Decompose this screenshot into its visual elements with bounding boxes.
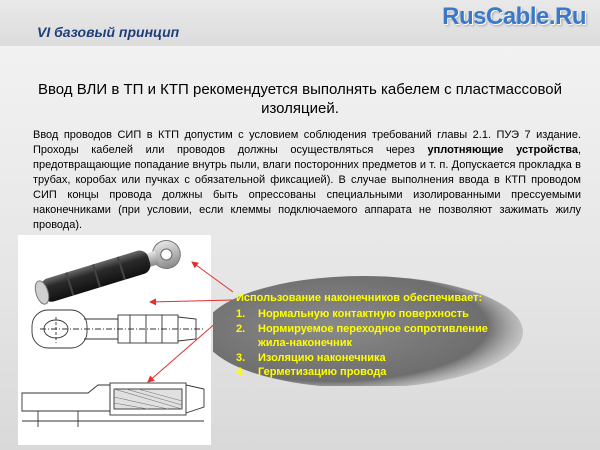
lug-photo bbox=[32, 237, 184, 308]
lug-benefits-note bbox=[213, 274, 533, 386]
benefit-item-1: 1. Нормальную контактную поверхность bbox=[236, 308, 469, 320]
note-title: Использование наконечников обеспечивает: bbox=[236, 292, 483, 304]
cable-lug-illustration bbox=[18, 235, 211, 445]
slide-title: VI базовый принцип bbox=[37, 24, 180, 40]
lug-section-view bbox=[22, 383, 204, 427]
body-text-part1: Ввод проводов СИП в КТП допустим с условием соблюдения требований главы 2.1. ПУЭ 7 издание. Проходы кабелей или проводов должны осуществляться через bbox=[33, 129, 581, 156]
benefit-item-2: 2. Нормируемое переходное сопротивление жила-наконечник bbox=[236, 322, 488, 349]
body-text-part2: , предотвращающие попадание внутрь пыли, влаги посторонних предметов и т. п. Допускается прокладка в трубах, коробах или пучках с обязательной фиксацией). В случае выполнения ввода в КТП проводом СИП концы провода должны быть опрессованы специальными изолированными прессуемыми наконечниками (при условии, если клеммы подключаемого аппарата не позволяют зажимать жилу провода). bbox=[33, 144, 581, 231]
benefits-list bbox=[236, 307, 488, 380]
slide-heading: Ввод ВЛИ в ТП и КТП рекомендуется выполнять кабелем с пластмассовой изоляцией. bbox=[37, 81, 563, 117]
benefit-item-3: 3. Изоляцию наконечника bbox=[236, 351, 386, 364]
ruscable-logo[interactable]: RusCable.Ru bbox=[442, 3, 586, 30]
cable-lug-drawing bbox=[18, 235, 211, 445]
body-text-bold: уплотняющие устройства bbox=[427, 144, 578, 156]
body-paragraph bbox=[33, 128, 581, 233]
lug-side-view bbox=[32, 310, 204, 348]
benefit-item-4: 4. Герметизацию провода bbox=[236, 366, 387, 378]
